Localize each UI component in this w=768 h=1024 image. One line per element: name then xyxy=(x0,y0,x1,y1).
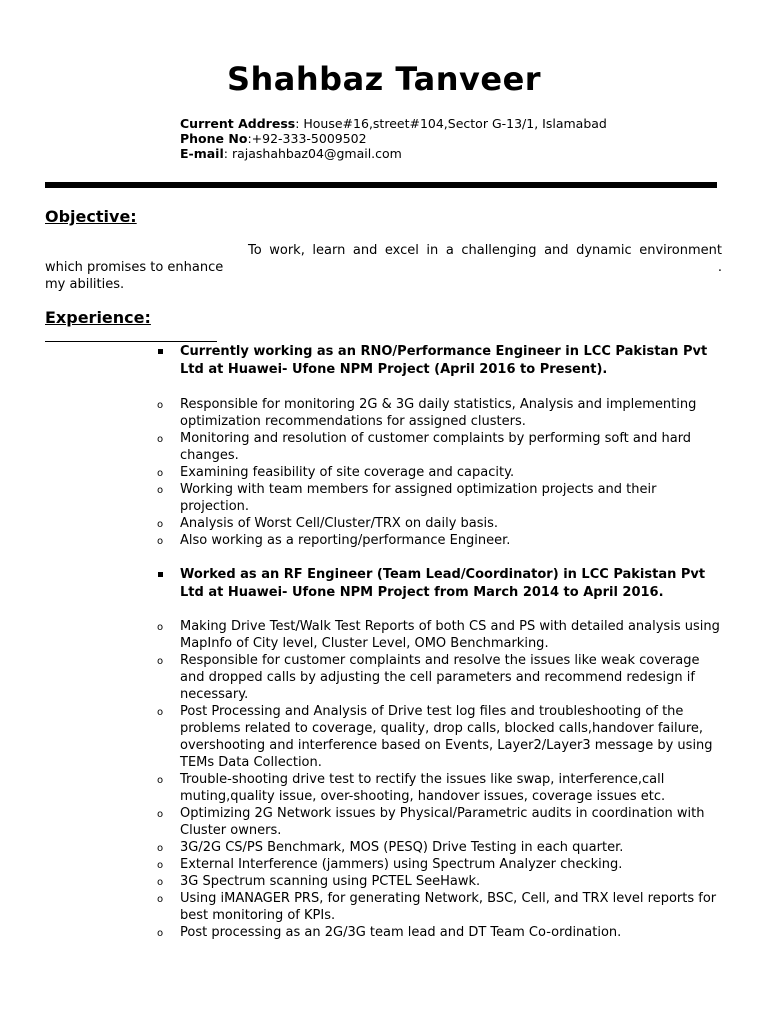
objective-line-2-right: . xyxy=(717,260,722,275)
list-item xyxy=(0,515,720,532)
square-bullet-icon xyxy=(158,349,163,354)
list-item xyxy=(0,703,720,771)
task-text: Examining feasibility of site coverage and capacity. xyxy=(180,465,515,480)
task-list xyxy=(0,396,768,549)
task-text: Using iMANAGER PRS, for generating Network, BSC, Cell, and TRX level reports for best monitoring of KPIs. xyxy=(180,891,717,923)
email-line xyxy=(180,146,607,161)
address-value: : House#16,street#104,Sector G-13/1, Islamabad xyxy=(295,116,607,131)
job-title-text: Currently working as an RNO/Performance Engineer in LCC Pakistan Pvt Ltd at Huawei- Ufone NPM Project (April 2016 to Present). xyxy=(180,344,708,377)
task-list xyxy=(0,618,768,941)
address-line xyxy=(180,116,607,131)
task-text: 3G Spectrum scanning using PCTEL SeeHawk. xyxy=(180,874,481,889)
job-title-text: Worked as an RF Engineer (Team Lead/Coordinator) in LCC Pakistan Pvt Ltd at Huawei- Ufone NPM Project from March 2014 to April 2016. xyxy=(180,567,706,600)
circle-bullet-icon: o xyxy=(157,519,164,530)
circle-bullet-icon: o xyxy=(157,485,164,496)
task-text: Post Processing and Analysis of Drive test log files and troubleshooting of the problems related to coverage, quality, drop calls, blocked calls,handover failure, overshooting and interference based on Events, Layer2/Layer3 message by using TEMs Data Collection. xyxy=(180,704,713,770)
list-item xyxy=(0,890,720,924)
task-text: Also working as a reporting/performance Engineer. xyxy=(180,533,511,548)
circle-bullet-icon: o xyxy=(157,536,164,547)
circle-bullet-icon: o xyxy=(157,809,164,820)
phone-label: Phone No xyxy=(180,131,248,146)
task-text: Working with team members for assigned optimization projects and their projection. xyxy=(180,482,657,514)
task-text: Optimizing 2G Network issues by Physical/Parametric audits in coordination with Cluster owners. xyxy=(180,806,705,838)
list-item xyxy=(0,839,720,856)
task-text: Monitoring and resolution of customer complaints by performing soft and hard changes. xyxy=(180,431,692,463)
job-title xyxy=(0,343,715,379)
task-text: Responsible for customer complaints and resolve the issues like weak coverage and dropped calls by adjusting the cell parameters and recommend redesign if necessary. xyxy=(180,653,700,702)
list-item xyxy=(0,396,720,430)
list-item xyxy=(0,481,720,515)
task-text: Post processing as an 2G/3G team lead and DT Team Co-ordination. xyxy=(180,925,622,940)
task-text: Analysis of Worst Cell/Cluster/TRX on daily basis. xyxy=(180,516,499,531)
task-text: 3G/2G CS/PS Benchmark, MOS (PESQ) Drive Testing in each quarter. xyxy=(180,840,624,855)
square-bullet-icon xyxy=(158,572,163,577)
objective-line-2 xyxy=(45,259,722,276)
email-label: E-mail xyxy=(180,146,224,161)
task-text: Trouble-shooting drive test to rectify the issues like swap, interference,call muting,quality issue, over-shooting, handover issues, coverage issues etc. xyxy=(180,772,666,804)
circle-bullet-icon: o xyxy=(157,843,164,854)
email-value: : rajashahbaz04@gmail.com xyxy=(223,146,402,161)
objective-line-3: my abilities. xyxy=(45,277,125,292)
list-item xyxy=(0,771,720,805)
header-divider xyxy=(45,182,717,188)
phone-line xyxy=(180,131,607,146)
contact-block xyxy=(180,116,607,161)
experience-section xyxy=(0,343,768,941)
list-item xyxy=(0,805,720,839)
list-item xyxy=(0,873,720,890)
task-text: Responsible for monitoring 2G & 3G daily statistics, Analysis and implementing optimization recommendations for assigned clusters. xyxy=(180,397,697,429)
circle-bullet-icon: o xyxy=(157,434,164,445)
circle-bullet-icon: o xyxy=(157,707,164,718)
job-title xyxy=(0,566,715,602)
phone-value: :+92-333-5009502 xyxy=(247,131,367,146)
objective-line-2-left: which promises to enhance xyxy=(45,260,224,275)
address-label: Current Address xyxy=(180,116,296,131)
circle-bullet-icon: o xyxy=(157,656,164,667)
circle-bullet-icon: o xyxy=(157,622,164,633)
circle-bullet-icon: o xyxy=(157,468,164,479)
objective-heading: Objective: xyxy=(45,207,137,226)
objective-text xyxy=(45,242,722,293)
experience-heading: Experience: xyxy=(45,308,151,327)
circle-bullet-icon: o xyxy=(157,400,164,411)
list-item xyxy=(0,464,720,481)
job-entry xyxy=(0,343,768,549)
job-entry xyxy=(0,566,768,941)
circle-bullet-icon: o xyxy=(157,894,164,905)
task-text: Making Drive Test/Walk Test Reports of both CS and PS with detailed analysis using MapInfo of City level, Cluster Level, OMO Benchmarking. xyxy=(180,619,720,651)
circle-bullet-icon: o xyxy=(157,860,164,871)
list-item xyxy=(0,856,720,873)
list-item xyxy=(0,430,720,464)
list-item xyxy=(0,924,720,941)
circle-bullet-icon: o xyxy=(157,775,164,786)
list-item xyxy=(0,532,720,549)
list-item xyxy=(0,652,720,703)
circle-bullet-icon: o xyxy=(157,877,164,888)
task-text: External Interference (jammers) using Spectrum Analyzer checking. xyxy=(180,857,623,872)
objective-line-1: To work, learn and excel in a challenging and dynamic environment xyxy=(248,243,722,258)
experience-underline xyxy=(45,341,217,342)
candidate-name: Shahbaz Tanveer xyxy=(226,60,542,98)
circle-bullet-icon: o xyxy=(157,928,164,939)
list-item xyxy=(0,618,720,652)
